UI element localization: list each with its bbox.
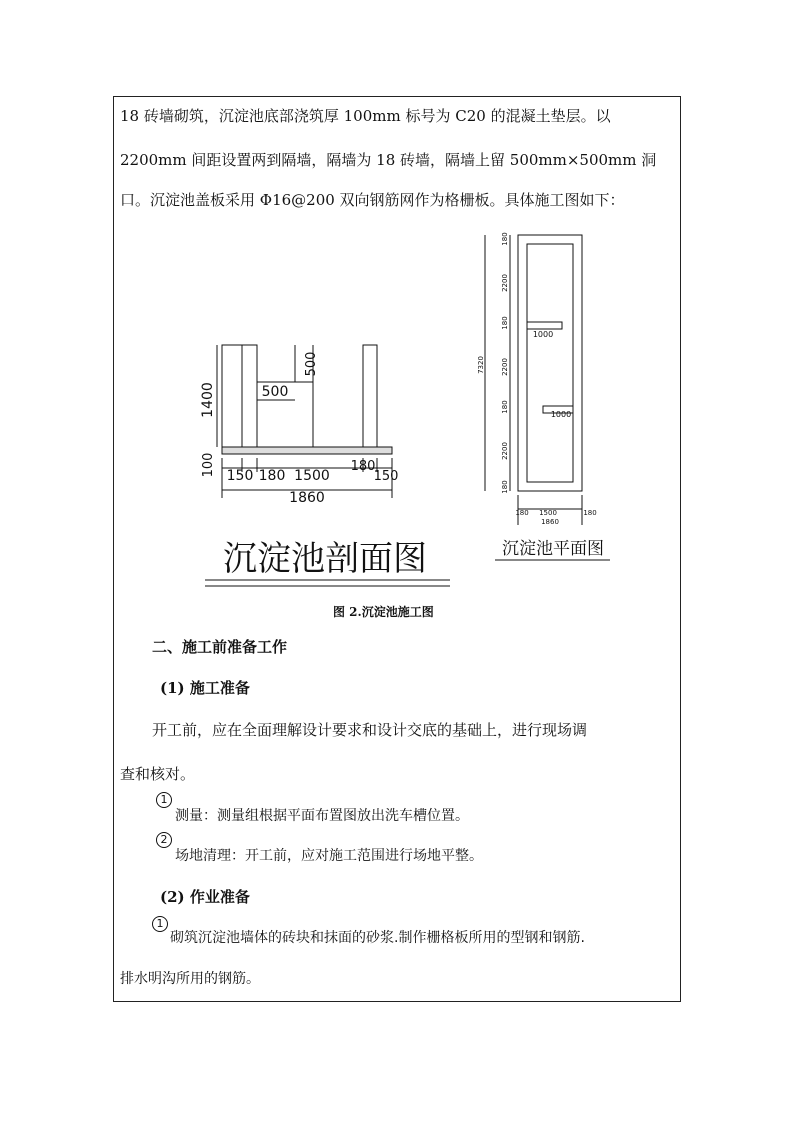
concrete-base: [222, 447, 392, 454]
dim-180-c: 180: [501, 400, 509, 414]
right-wall: [363, 345, 377, 447]
left-wall: [222, 345, 242, 447]
dim-bottom-total: 1860: [541, 518, 559, 526]
plan-outer-wall: [518, 235, 582, 491]
intro-line-2: 2200mm 间距设置两到隔墙，隔墙为 18 砖墙，隔墙上留 500mm×500mm 洞: [120, 151, 657, 169]
sub1-item1-text: 测量：测量组根据平面布置图放出洗车槽位置。: [175, 808, 469, 824]
dim-1500: 1500: [294, 468, 330, 484]
dim-total-len: 7320: [477, 356, 485, 374]
dim-2200-a: 2200: [501, 274, 509, 292]
sub1-para-line1: 开工前，应在全面理解设计要求和设计交底的基础上，进行现场调: [152, 721, 588, 739]
dim-180-a: 180: [501, 232, 509, 246]
dim-bottom-1500: 1500: [539, 509, 557, 517]
plan-title: 沉淀池平面图: [502, 539, 604, 559]
dim-150-right: 150: [373, 469, 399, 484]
dim-total: 1860: [289, 490, 325, 506]
dim-opening-2: 1000: [550, 410, 572, 419]
dim-opening-1: 1000: [532, 330, 554, 339]
plan-inner-wall: [527, 244, 573, 482]
sub2-item1-number-circle: 1: [152, 916, 168, 932]
figure-caption: 图 2.沉淀池施工图: [333, 605, 434, 619]
intro-line-1: 18 砖墙砌筑，沉淀池底部浇筑厚 100mm 标号为 C20 的混凝土垫层。以: [120, 107, 611, 125]
sub1-para-line2: 查和核对。: [120, 765, 196, 783]
section-title: 沉淀池剖面图: [223, 539, 427, 579]
section-drawing: [195, 330, 460, 592]
sub2-title: (2) 作业准备: [160, 888, 250, 906]
heading-prep: 二、施工前准备工作: [152, 638, 288, 656]
dim-2200-b: 2200: [501, 358, 509, 376]
dim-bottom-180-r: 180: [583, 509, 597, 517]
dim-2200-c: 2200: [501, 442, 509, 460]
intro-line-3: 口。沉淀池盖板采用 Φ16@200 双向钢筋网作为格栅板。具体施工图如下：: [120, 191, 625, 209]
sub1-item2-text: 场地清理：开工前，应对施工范围进行场地平整。: [175, 848, 483, 864]
dim-opening-h: 500: [304, 351, 319, 377]
dim-180-d: 180: [501, 480, 509, 494]
dim-180-b: 180: [501, 316, 509, 330]
dim-180-left: 180: [258, 468, 286, 484]
dim-height: 1400: [200, 382, 216, 418]
partition-1: [527, 322, 562, 329]
sub1-title: (1) 施工准备: [160, 679, 250, 697]
plan-drawing: [475, 225, 620, 565]
inner-wall-left: [242, 345, 257, 447]
dim-150-left: 150: [226, 468, 254, 484]
item2-number-circle: 2: [156, 832, 172, 848]
dim-base: 100: [201, 452, 216, 478]
dim-bottom-180-l: 180: [515, 509, 529, 517]
sub2-item1-line1: 砌筑沉淀池墙体的砖块和抹面的砂浆.制作栅格板所用的型钢和钢筋.: [170, 930, 585, 946]
dim-opening-w: 500: [261, 384, 289, 400]
dim-180-right: 180: [350, 459, 376, 474]
sub2-item1-line2: 排水明沟所用的钢筋。: [120, 971, 260, 987]
item1-number-circle: 1: [156, 792, 172, 808]
